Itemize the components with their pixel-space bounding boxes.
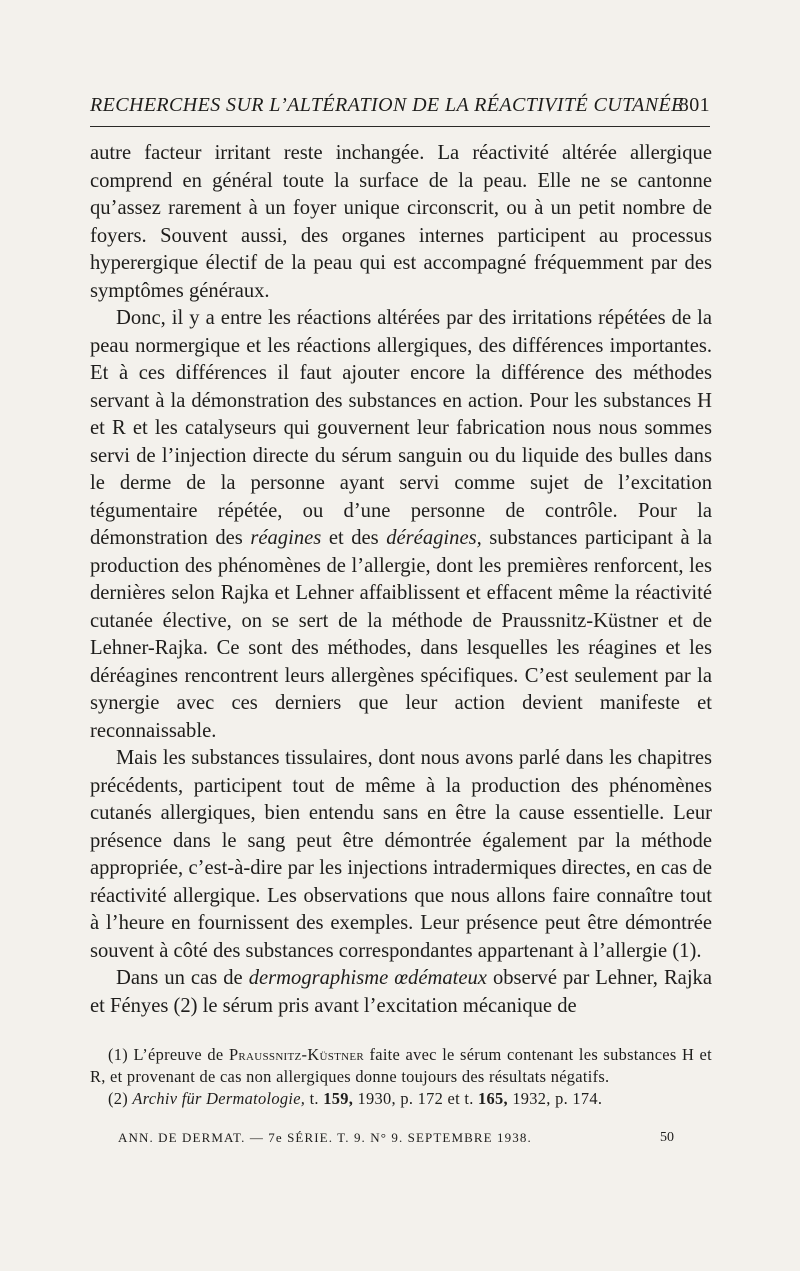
paragraph-4 (90, 965, 712, 1020)
header-rule (90, 126, 710, 127)
footnote-1-marker: (1) (108, 1045, 129, 1064)
footnote-2-vol2-number: 165, (478, 1089, 508, 1108)
footnote-2-marker: (2) (108, 1089, 129, 1108)
main-text (90, 140, 712, 1020)
footnote-2-year1: 1930, p. 172 et (357, 1089, 460, 1108)
paragraph-3: Mais les substances tissulaires, dont nous avons parlé dans les chapitres précédents, participent tout de même à la production des phénomènes cutanés allergiques, bien entendu sans en être la cause essentielle. Leur présence dans le sang peut être démontrée également par la méthode appropriée, c’est-à-dire par les injections intradermiques directes, en cas de réactivité allergique. Les observations que nous allons faire connaître tout à l’heure en fournissent des exemples. Leur présence peut être démontrée souvent à côté des substances correspondantes appartenant à l’allergie (1). (90, 747, 712, 962)
paragraph-2-part-a: Donc, il y a entre les réactions altérées par des irritations répétées de la peau normergique et les réactions allergiques, des différences importantes. Et à ces différences il faut ajouter encore la différence des méthodes servant à la démonstration des substances en action. Pour les substances H et R et les catalyseurs qui gouvernent leur fabrication nous nous sommes servi de l’injection directe du sérum sanguin ou du liquide des bulles dans le derme de la personne ayant servi comme sujet de l’excitation tégumentaire répétée, ou d’une personne de contrôle. Pour la démonstration des (90, 307, 712, 549)
paragraph-4-part-a: Dans un cas de (116, 967, 243, 989)
journal-citation: ANN. DE DERMAT. — 7e SÉRIE. T. 9. N° 9. SEPTEMBRE 1938. (118, 1130, 532, 1145)
footnote-1-part-b: faite avec le sérum contenant les substances H et R, et provenant de cas non allergiques donne toujours des résultats négatifs. (90, 1045, 712, 1086)
term-dereagines: déréagines, (386, 527, 482, 549)
signature-footer (118, 1130, 674, 1146)
footnote-1-part-a: L’épreuve de (133, 1045, 224, 1064)
paragraph-2 (90, 305, 712, 745)
footnote-2-vol2: t. (464, 1089, 474, 1108)
paragraph-2-part-c: substances participant à la production des phénomènes de l’allergie, dont les premières renforcent, les dernières selon Rajka et Lehner affaiblissent et effacent même la réactivité cutanée élective, on se sert de la méthode de Praussnitz-Küstner et de Lehner-Rajka. Ce sont des méthodes, dans lesquelles les réagines et les déréagines rencontrent leurs allergènes spécifiques. C’est seulement par la synergie avec ces derniers que leur action devient manifeste et reconnaissable. (90, 527, 713, 742)
paragraph-4-part-b: observé par Lehner, Rajka et Fényes (2) le sérum pris avant l’excitation mécanique de (90, 967, 712, 1017)
term-reagines: réagines (250, 527, 322, 549)
footnote-2-journal: Archiv für Dermatologie, (132, 1089, 306, 1108)
footnote-2-vol1: t. (309, 1089, 319, 1108)
paragraph-1: autre facteur irritant reste inchangée. La réactivité altérée allergique comprend en général toute la surface de la peau. Elle ne se cantonne qu’assez rarement à un foyer unique circonscrit, ou à un petit nombre de foyers. Souvent aussi, des organes internes participent au processus hyperergique électif de la peau qui est accompagné fréquemment par des symptômes généraux. (90, 142, 712, 302)
paragraph-2-part-b: et des (328, 527, 379, 549)
footnote-2 (90, 1088, 712, 1110)
footnote-2-year2: 1932, p. 174. (512, 1089, 603, 1108)
sheet-number: 50 (660, 1130, 674, 1145)
footnote-2-vol1-number: 159, (323, 1089, 354, 1108)
footnotes (90, 1044, 712, 1110)
page-number: 801 (678, 94, 710, 116)
term-dermographisme: dermographisme œdémateux (248, 967, 487, 989)
running-title: RECHERCHES SUR L’ALTÉRATION DE LA RÉACTIVITÉ CUTANÉE (90, 94, 684, 116)
footnote-1 (90, 1044, 712, 1088)
running-header (90, 94, 710, 117)
footnote-1-name: Praussnitz-Küstner (228, 1045, 365, 1064)
